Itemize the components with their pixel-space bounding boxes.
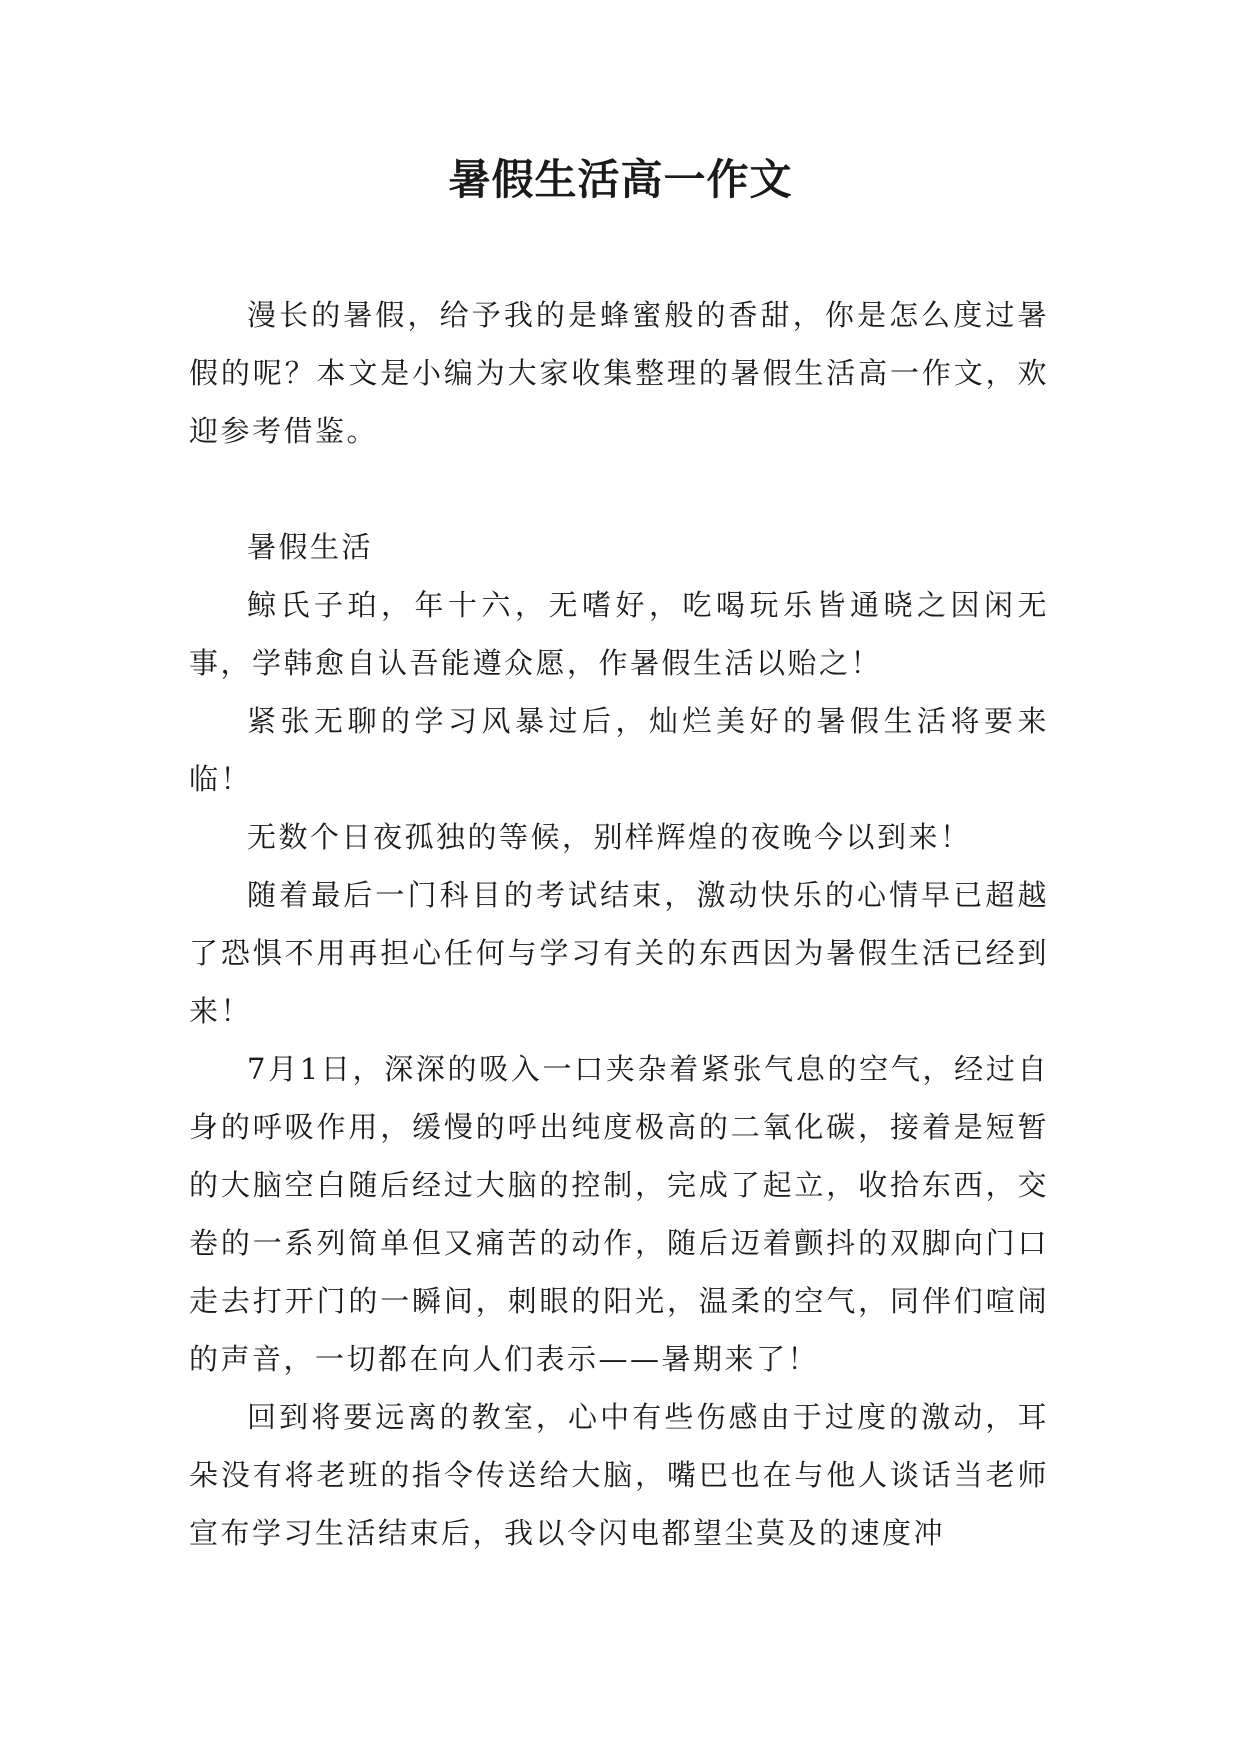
document-title: 暑假生活高一作文: [448, 155, 793, 204]
body-paragraph: 回到将要远离的教室，心中有些伤感由于过度的激动，耳朵没有将老班的指令传送给大脑，嘴巴也在与他人谈话当老师宣布学习生活结束后，我以令闪电都望尘莫及的速度冲: [189, 1400, 1049, 1550]
body-paragraph: 紧张无聊的学习风暴过后，灿烂美好的暑假生活将要来临！: [189, 704, 1049, 796]
document-body: [189, 286, 1049, 1562]
body-paragraph: 无数个日夜孤独的等候，别样辉煌的夜晚今以到来！: [247, 820, 972, 854]
body-paragraph: 随着最后一门科目的考试结束，激动快乐的心情早已超越了恐惧不用再担心任何与学习有关的东西因为暑假生活已经到来！: [189, 878, 1049, 1028]
body-paragraph: 7月1日，深深的吸入一口夹杂着紧张气息的空气，经过自身的呼吸作用，缓慢的呼出纯度极高的二氧化碳，接着是短暂的大脑空白随后经过大脑的控制，完成了起立，收拾东西，交卷的一系列简单但又痛苦的动作，随后迈着颤抖的双脚向门口走去打开门的一瞬间，刺眼的阳光，温柔的空气，同伴们喧闹的声音，一切都在向人们表示——暑期来了！: [189, 1052, 1049, 1376]
intro-paragraph: 漫长的暑假，给予我的是蜂蜜般的香甜，你是怎么度过暑假的呢？本文是小编为大家收集整理的暑假生活高一作文，欢迎参考借鉴。: [189, 298, 1049, 448]
section-heading: 暑假生活: [247, 530, 374, 564]
body-paragraph: 鲸氏子珀，年十六，无嗜好，吃喝玩乐皆通晓之因闲无事，学韩愈自认吾能遵众愿，作暑假生活以贻之！: [189, 588, 1049, 680]
